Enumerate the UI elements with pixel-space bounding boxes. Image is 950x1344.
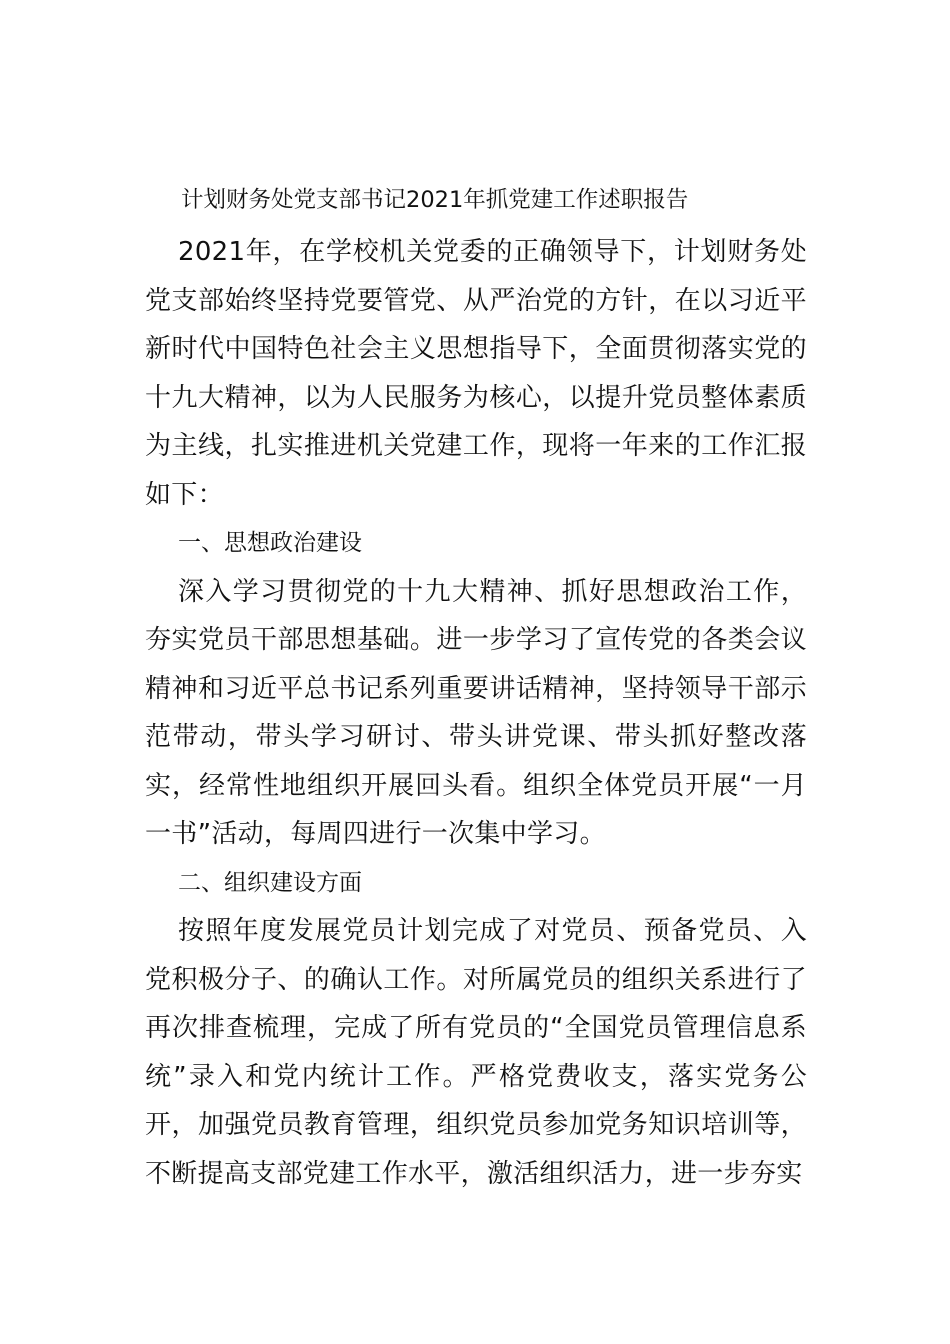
- document-title: 计划财务处党支部书记2021年抓党建工作述职报告: [181, 187, 689, 213]
- section-body-ideology: 深入学习贯彻党的十九大精神、抓好思想政治工作，夯实党员干部思想基础。进一步学习了宣传党的各类会议精神和习近平总书记系列重要讲话精神，坚持领导干部示范带动，带头学习研讨、带头讲党课、带头抓好整改落实，经常性地组织开展回头看。组织全体党员开展“一月一书”活动，每周四进行一次集中学习。: [145, 576, 807, 849]
- section-heading-organization: 二、组织建设方面: [178, 869, 362, 896]
- document-body: [145, 180, 807, 1198]
- intro-paragraph: 2021年，在学校机关党委的正确领导下，计划财务处党支部始终坚持党要管党、从严治党的方针，在以习近平新时代中国特色社会主义思想指导下，全面贯彻落实党的十九大精神，以为人民服务为核心，以提升党员整体素质为主线，扎实推进机关党建工作，现将一年来的工作汇报如下：: [145, 237, 807, 510]
- section-heading-ideology: 一、思想政治建设: [178, 530, 362, 556]
- section-body-organization: 按照年度发展党员计划完成了对党员、预备党员、入党积极分子、的确认工作。对所属党员的组织关系进行了再次排查梳理，完成了所有党员的“全国党员管理信息系统”录入和党内统计工作。严格党费收支，落实党务公开，加强党员教育管理，组织党员参加党务知识培训等，不断提高支部党建工作水平，激活组织活力，进一步夯实: [145, 916, 807, 1189]
